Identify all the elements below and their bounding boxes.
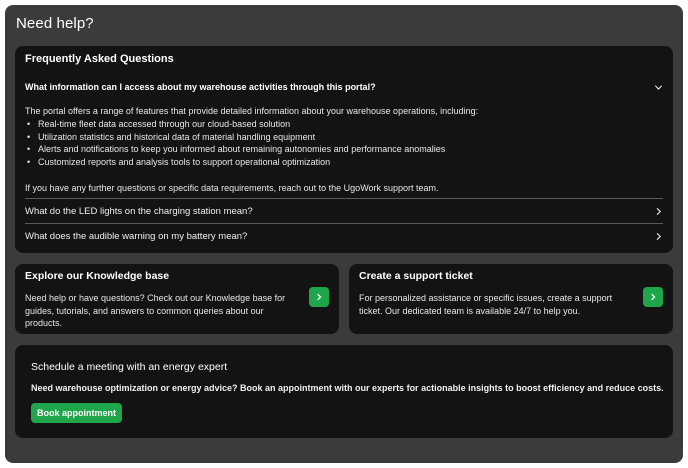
list-item: • Utilization statistics and historical data of material handling equipment: [25, 131, 663, 144]
chevron-right-icon: [649, 293, 657, 301]
faq-question: What information can I access about my warehouse activities through this portal?: [25, 82, 376, 92]
schedule-title: Schedule a meeting with an energy expert: [31, 361, 228, 373]
support-ticket-button[interactable]: [643, 287, 663, 307]
page-title: Need help?: [16, 15, 94, 32]
knowledge-base-button[interactable]: [309, 287, 329, 307]
faq-answer-list: [25, 118, 663, 169]
faq-item-warehouse-info[interactable]: [25, 77, 663, 97]
faq-heading: Frequently Asked Questions: [25, 53, 174, 65]
chevron-right-icon: [315, 293, 323, 301]
knowledge-base-card: [15, 264, 339, 334]
schedule-meeting-card: [15, 345, 673, 438]
support-ticket-text: For personalized assistance or specific issues, create a support ticket. Our dedicated team is available 24/7 to help you.: [359, 293, 613, 316]
list-item: • Real-time fleet data accessed through our cloud-based solution: [25, 118, 663, 131]
support-ticket-title: Create a support ticket: [359, 270, 473, 282]
support-ticket-card: [349, 264, 673, 334]
faq-question: What does the audible warning on my battery mean?: [25, 230, 248, 242]
faq-answer-footer: If you have any further questions or specific data requirements, reach out to the UgoWork support team.: [25, 182, 439, 193]
chevron-right-icon[interactable]: [653, 231, 663, 241]
faq-answer-intro: The portal offers a range of features that provide detailed information about your warehouse operations, including:: [25, 106, 479, 116]
faq-item-audible-warning[interactable]: [25, 223, 663, 248]
chevron-down-icon[interactable]: [653, 82, 663, 92]
faq-question: What do the LED lights on the charging station mean?: [25, 205, 253, 217]
schedule-text: Need warehouse optimization or energy advice? Book an appointment with our experts for actionable insights to boost efficiency and reduce costs.: [31, 383, 664, 393]
faq-card: [15, 46, 673, 253]
help-panel: [5, 5, 683, 463]
faq-answer: [25, 105, 663, 195]
knowledge-base-text: Need help or have questions? Check out our Knowledge base for guides, tutorials, and answers to common queries about our products.: [25, 293, 286, 328]
faq-item-led-lights[interactable]: [25, 198, 663, 223]
chevron-right-icon[interactable]: [653, 206, 663, 216]
book-appointment-button[interactable]: Book appointment: [31, 403, 122, 423]
list-item: • Customized reports and analysis tools to support operational optimization: [25, 156, 663, 169]
knowledge-base-title: Explore our Knowledge base: [25, 270, 170, 282]
list-item: • Alerts and notifications to keep you informed about remaining autonomies and performance anomalies: [25, 143, 663, 156]
